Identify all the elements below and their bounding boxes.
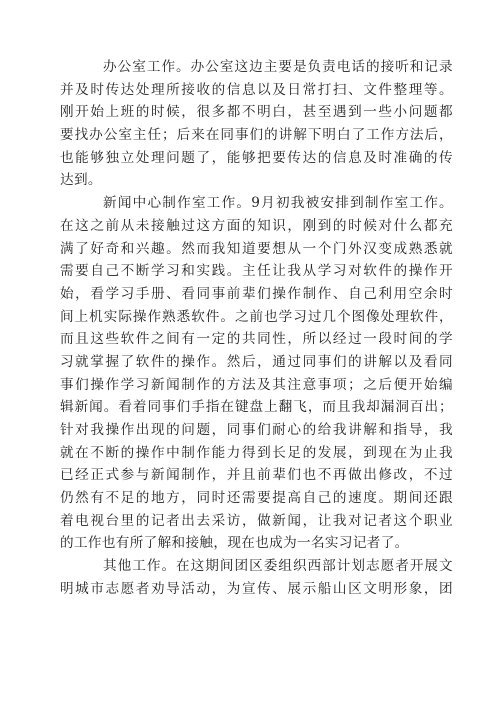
text-line: 的工作也有所了解和接触，现在也成为一名实习记者了。	[60, 535, 409, 552]
text-line: 着电视台里的记者出去采访，做新闻，让我对记者这个职业	[60, 512, 453, 529]
text-line: 在这之前从未接触过这方面的知识，刚到的时候对什么都充	[60, 217, 453, 234]
text-line: 仍然有不足的地方，同时还需要提高自己的速度。期间还跟	[60, 490, 453, 507]
text-line: 已经正式参与新闻制作，并且前辈们也不再做出修改，不过	[60, 467, 453, 484]
document-body	[60, 56, 453, 601]
text-line: 明城市志愿者劝导活动，为宣传、展示船山区文明形象，团	[60, 580, 453, 597]
text-line: 事们操作学习新闻制作的方法及其注意事项；之后便开始编	[60, 376, 453, 393]
text-line: 间上机实际操作熟悉软件。之前也学习过几个图像处理软件，	[60, 308, 453, 325]
text-line: 辑新闻。看着同事们手指在键盘上翻飞，而且我却漏洞百出；	[60, 399, 453, 416]
text-line: 始，看学习手册、看同事前辈们操作制作、自己利用空余时	[60, 285, 453, 302]
text-line: 并及时传达处理所接收的信息以及日常打扫、文件整理等。	[60, 81, 453, 98]
text-line: 习就掌握了软件的操作。然后，通过同事们的讲解以及看同	[60, 353, 453, 370]
text-line: 办公室工作。办公室这边主要是负责电话的接听和记录	[103, 59, 453, 75]
text-line: 其他工作。在这期间团区委组织西部计划志愿者开展文	[103, 558, 453, 575]
text-line: 就在不断的操作中制作能力得到长足的发展，到现在为止我	[60, 444, 453, 461]
text-line: 针对我操作出现的问题，同事们耐心的给我讲解和指导，我	[60, 422, 453, 438]
text-line: 刚开始上班的时候，很多都不明白，甚至遇到一些小问题都	[60, 104, 453, 121]
text-line: 满了好奇和兴趣。然而我知道要想从一个门外汉变成熟悉就	[60, 240, 453, 257]
text-line: 需要自己不断学习和实践。主任让我从学习对软件的操作开	[60, 263, 453, 280]
text-line: 也能够独立处理问题了，能够把要传达的信息及时准确的传	[60, 149, 453, 166]
text-line: 要找办公室主任；后来在同事们的讲解下明白了工作方法后，	[60, 127, 453, 144]
text-line: 新闻中心制作室工作。9月初我被安排到制作室工作。	[103, 195, 453, 212]
text-line: 达到。	[60, 172, 102, 189]
text-line: 而且这些软件之间有一定的共同性，所以经过一段时间的学	[60, 331, 453, 348]
